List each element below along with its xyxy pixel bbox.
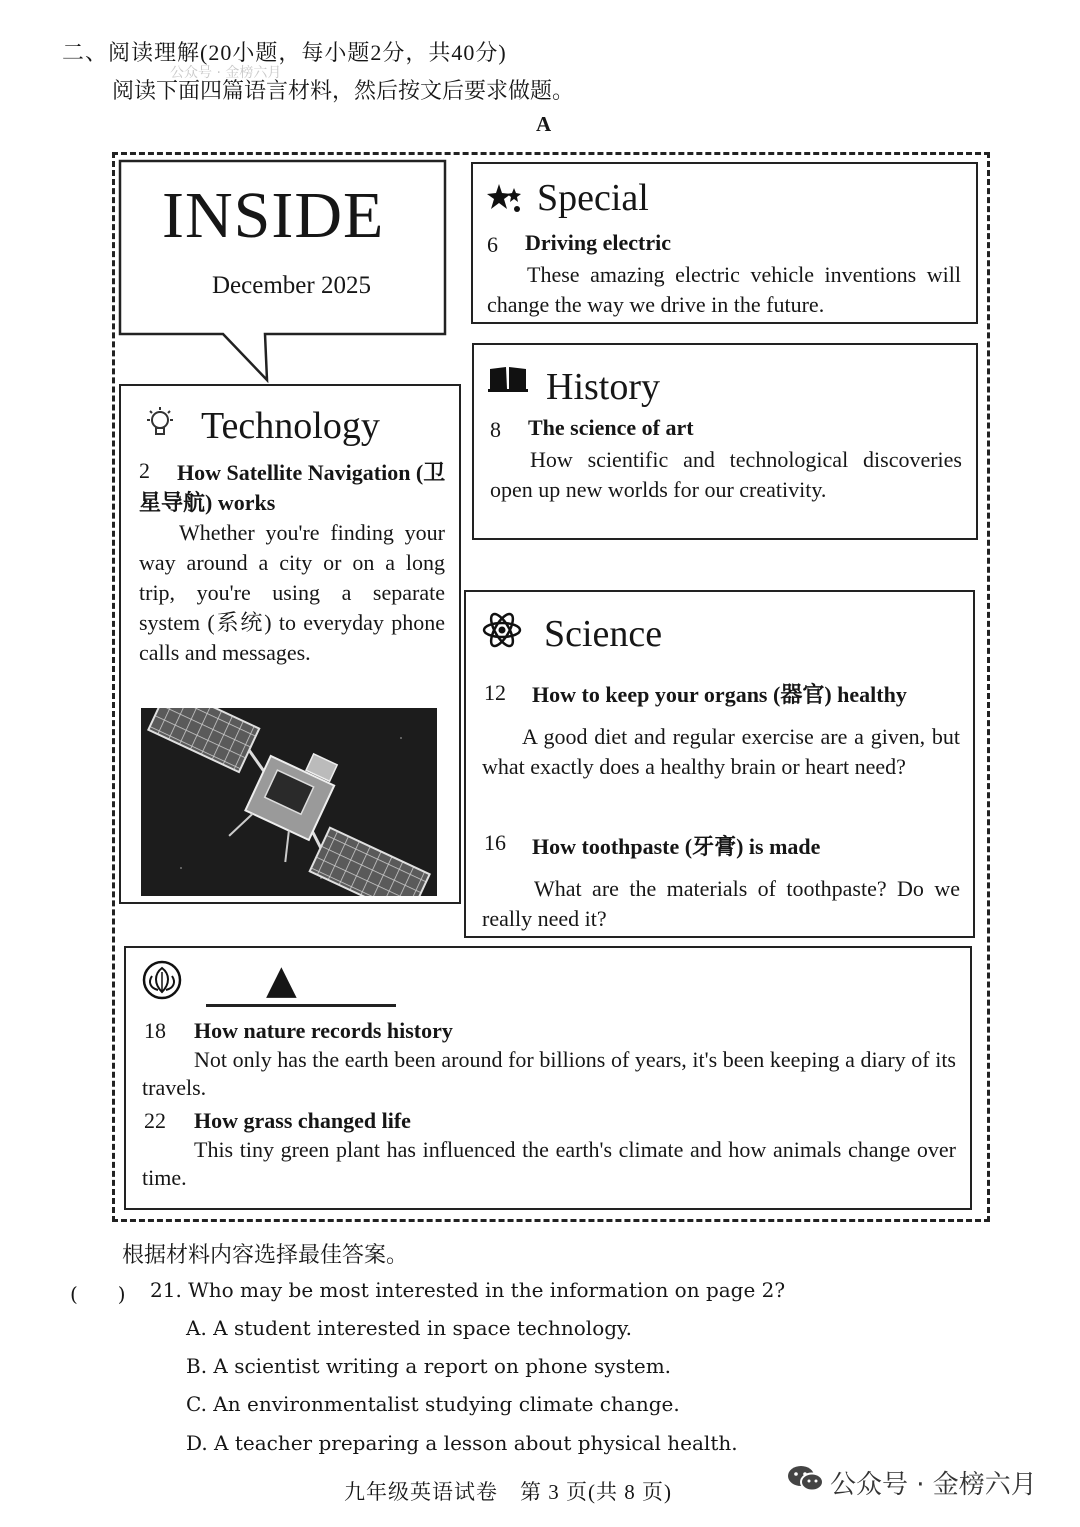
history-box [472,343,978,540]
history-item-text: How scientific and technological discoveries open up new worlds for our creativity. [490,447,962,502]
atom-icon [482,610,522,650]
page-footer: 九年级英语试卷 第 3 页(共 8 页) [344,1480,672,1504]
blank-marker: ▲ [266,957,297,1003]
nature-item-num: 18 [144,1018,166,1043]
special-item-text: These amazing electric vehicle inventions will change the way we drive in the future. [487,262,961,317]
option-a[interactable]: A. A student interested in space technology. [186,1316,633,1340]
science-item-num: 12 [484,680,506,705]
option-b[interactable]: B. A scientist writing a report on phone system. [186,1354,672,1378]
satellite-image [141,708,437,896]
science-item-title: How toothpaste (牙膏) is made [532,834,821,859]
watermark-top: 公众号 · 金榜六月 [170,65,282,81]
special-heading: Special [537,177,649,219]
technology-item-text: Whether you're finding your way around a city or on a long trip, you're using a separate system (系统) to everyday phone calls and messages. [139,520,445,665]
lightbulb-icon [145,406,175,442]
technology-box [119,384,461,904]
science-item-text: A good diet and regular exercise are a given, but what exactly does a healthy brain or heart need? [482,724,960,779]
answer-blank[interactable]: ( ) [70,1282,126,1306]
blank-line [206,1004,396,1007]
leaf-icon [140,960,184,1000]
science-box [464,590,975,938]
question-stem: 21. Who may be most interested in the information on page 2? [150,1278,786,1302]
instruction: 阅读下面四篇语言材料，然后按文后要求做题。 [112,78,575,103]
science-heading: Science [544,613,663,655]
special-item-title: Driving electric [525,230,671,255]
history-item-num: 8 [490,417,501,442]
option-d[interactable]: D. A teacher preparing a lesson about physical health. [186,1431,738,1455]
nature-item-text: This tiny green plant has influenced the earth's climate and how animals change over time. [142,1137,956,1190]
nature-item-num: 22 [144,1108,166,1133]
science-item-title: How to keep your organs (器官) healthy [532,682,907,707]
book-icon [488,365,528,393]
wechat-icon [786,1462,826,1494]
special-box [471,162,978,324]
section-title: 二、阅读理解(20小题，每小题2分，共40分) [62,40,507,65]
nature-item-title: How grass changed life [194,1108,411,1133]
history-item-title: The science of art [528,415,694,440]
nature-item-text: Not only has the earth been around for billions of years, it's been keeping a diary of its travels. [142,1047,956,1100]
sparkle-icon [487,182,523,216]
nature-item-title: How nature records history [194,1018,453,1043]
technology-item-num: 2 [139,458,150,483]
passage-label: A [536,112,552,136]
science-item-text: What are the materials of toothpaste? Do we really need it? [482,876,960,931]
science-item-num: 16 [484,830,506,855]
technology-heading: Technology [201,405,380,447]
question-instruction: 根据材料内容选择最佳答案。 [122,1242,409,1267]
technology-item-title: How Satellite Navigation (卫星导航) works [139,460,446,515]
nature-box [124,946,972,1210]
magazine-title: INSIDE [162,179,385,252]
option-c[interactable]: C. An environmentalist studying climate change. [186,1392,680,1416]
history-heading: History [546,366,660,408]
special-item-num: 6 [487,232,498,257]
watermark-bottom: 公众号 · 金榜六月 [830,1470,1037,1500]
magazine-date: December 2025 [212,272,371,299]
